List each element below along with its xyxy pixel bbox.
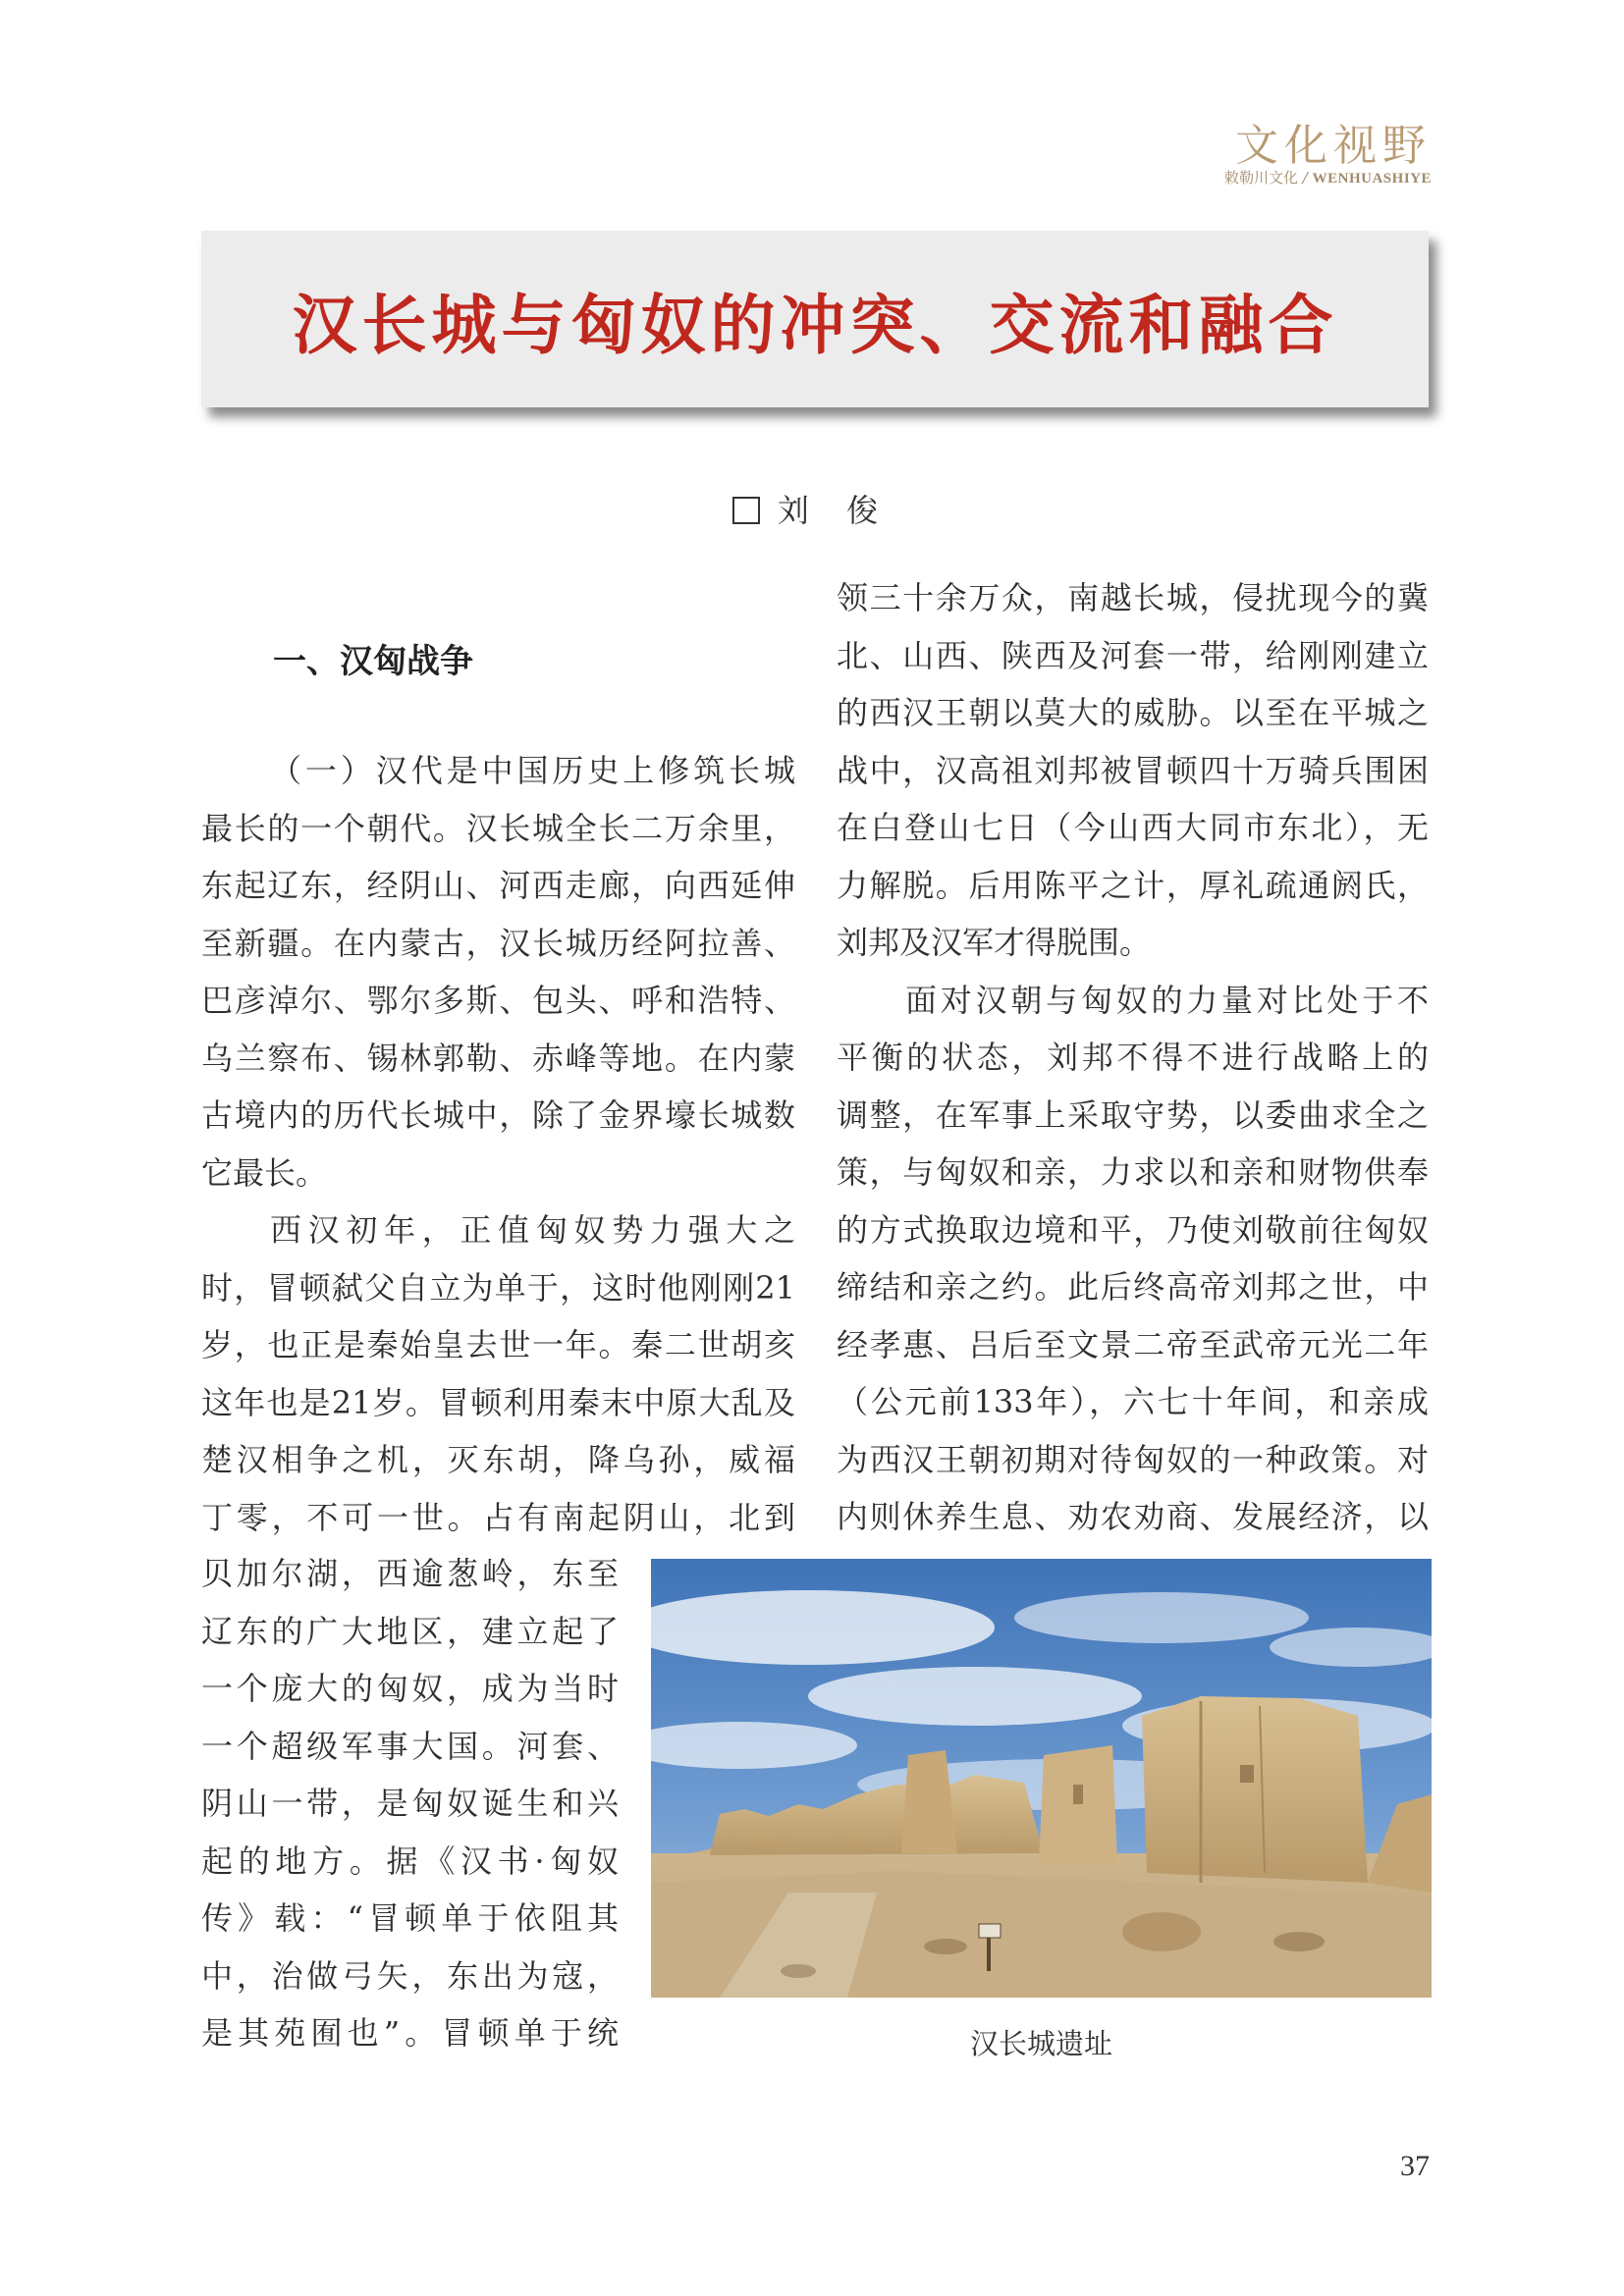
text-line: 传》载：“冒顿单于依阻其 [201, 1899, 619, 1937]
text-line: 巴彦淖尔、鄂尔多斯、包头、呼和浩特、 [201, 982, 795, 1019]
text-line: 中，治做弓矢，东出为寇， [201, 1956, 619, 1995]
text-line: 在白登山七日（今山西大同市东北），无 [837, 809, 1429, 846]
text-line: 西汉初年，正值匈奴势力强大之 [270, 1211, 795, 1249]
text-line: 战中，汉高祖刘邦被冒顿四十万骑兵围困 [837, 751, 1429, 789]
text-line: 调整，在军事上采取守势，以委曲求全之 [837, 1095, 1429, 1134]
text-line: 刘邦及汉军才得脱围。 [837, 924, 1152, 961]
section-subtitle-cn: 敕勒川文化 [1224, 169, 1299, 187]
author-line [0, 486, 1624, 531]
text-line: 是其苑囿也”。冒顿单于统 [201, 2014, 619, 2052]
left-column-wrap [201, 1545, 619, 2062]
author-box-icon [732, 497, 760, 524]
text-line: 东起辽东，经阴山、河西走廊，向西延伸 [201, 867, 795, 904]
text-line: 辽东的广大地区，建立起了 [201, 1612, 619, 1650]
text-line: 的方式换取边境和平，乃使刘敬前往匈奴 [837, 1210, 1429, 1249]
text-line: 北、山西、陕西及河套一带，给刚刚建立 [837, 636, 1429, 674]
great-wall-ruins-photo [651, 1559, 1432, 1998]
text-line: 古境内的历代长城中，除了金界壕长城数 [201, 1096, 795, 1134]
text-line: 平衡的状态，刘邦不得不进行战略上的 [837, 1039, 1429, 1076]
text-line: 策，与匈奴和亲，力求以和亲和财物供奉 [837, 1153, 1429, 1191]
text-line: 楚汉相争之机，灭东胡，降乌孙，威福 [201, 1441, 795, 1478]
text-line: 面对汉朝与匈奴的力量对比处于不 [905, 981, 1429, 1019]
text-line: 领三十余万众，南越长城，侵扰现今的冀 [837, 579, 1429, 616]
left-column [201, 742, 795, 1546]
text-line: （公元前133年），六七十年间，和亲成 [837, 1383, 1429, 1420]
section-heading: 一、汉匈战争 [273, 642, 473, 681]
text-line: 的西汉王朝以莫大的威胁。以至在平城之 [837, 694, 1429, 731]
text-line: 它最长。 [201, 1153, 328, 1192]
section-subtitle [1224, 167, 1432, 187]
text-line: 最长的一个朝代。汉长城全长二万余里， [201, 809, 795, 847]
article-title: 汉长城与匈奴的冲突、交流和融合 [292, 287, 1338, 363]
section-category: 文化视野 [1235, 121, 1432, 171]
text-line: 一个超级军事大国。河套、 [201, 1727, 619, 1765]
section-subtitle-en: WENHUASHIYE [1312, 171, 1432, 187]
text-line: 岁，也正是秦始皇去世一年。秦二世胡亥 [201, 1326, 795, 1363]
text-line: 至新疆。在内蒙古，汉长城历经阿拉善、 [201, 924, 795, 962]
text-line: 阴山一带，是匈奴诞生和兴 [201, 1785, 619, 1822]
right-column [837, 569, 1429, 1546]
text-line: 丁零，不可一世。占有南起阴山，北到 [201, 1498, 795, 1536]
photo-caption: 汉长城遗址 [969, 2027, 1112, 2060]
section-subtitle-sep: / [1302, 169, 1308, 187]
text-line: 时，冒顿弑父自立为单于，这时他刚刚21 [201, 1268, 795, 1307]
page-number: 37 [1400, 2150, 1430, 2182]
text-line: 乌兰察布、锡林郭勒、赤峰等地。在内蒙 [201, 1039, 795, 1077]
title-banner [201, 231, 1429, 407]
text-line: 一个庞大的匈奴，成为当时 [201, 1670, 619, 1707]
text-line: （一）汉代是中国历史上修筑长城 [270, 752, 795, 789]
text-line: 缔结和亲之约。此后终高帝刘邦之世，中 [837, 1268, 1429, 1306]
text-line: 这年也是21岁。冒顿利用秦末中原大乱及 [201, 1383, 795, 1421]
text-line: 内则休养生息、劝农劝商、发展经济，以 [837, 1498, 1429, 1535]
text-line: 为西汉王朝初期对待匈奴的一种政策。对 [837, 1440, 1429, 1478]
text-line: 贝加尔湖，西逾葱岭，东至 [201, 1555, 619, 1592]
text-line: 力解脱。后用陈平之计，厚礼疏通阏氏， [837, 866, 1429, 904]
text-line: 经孝惠、吕后至文景二帝至武帝元光二年 [837, 1325, 1429, 1363]
text-line: 起的地方。据《汉书·匈奴 [201, 1842, 619, 1880]
author-name: 刘 俊 [777, 492, 893, 529]
